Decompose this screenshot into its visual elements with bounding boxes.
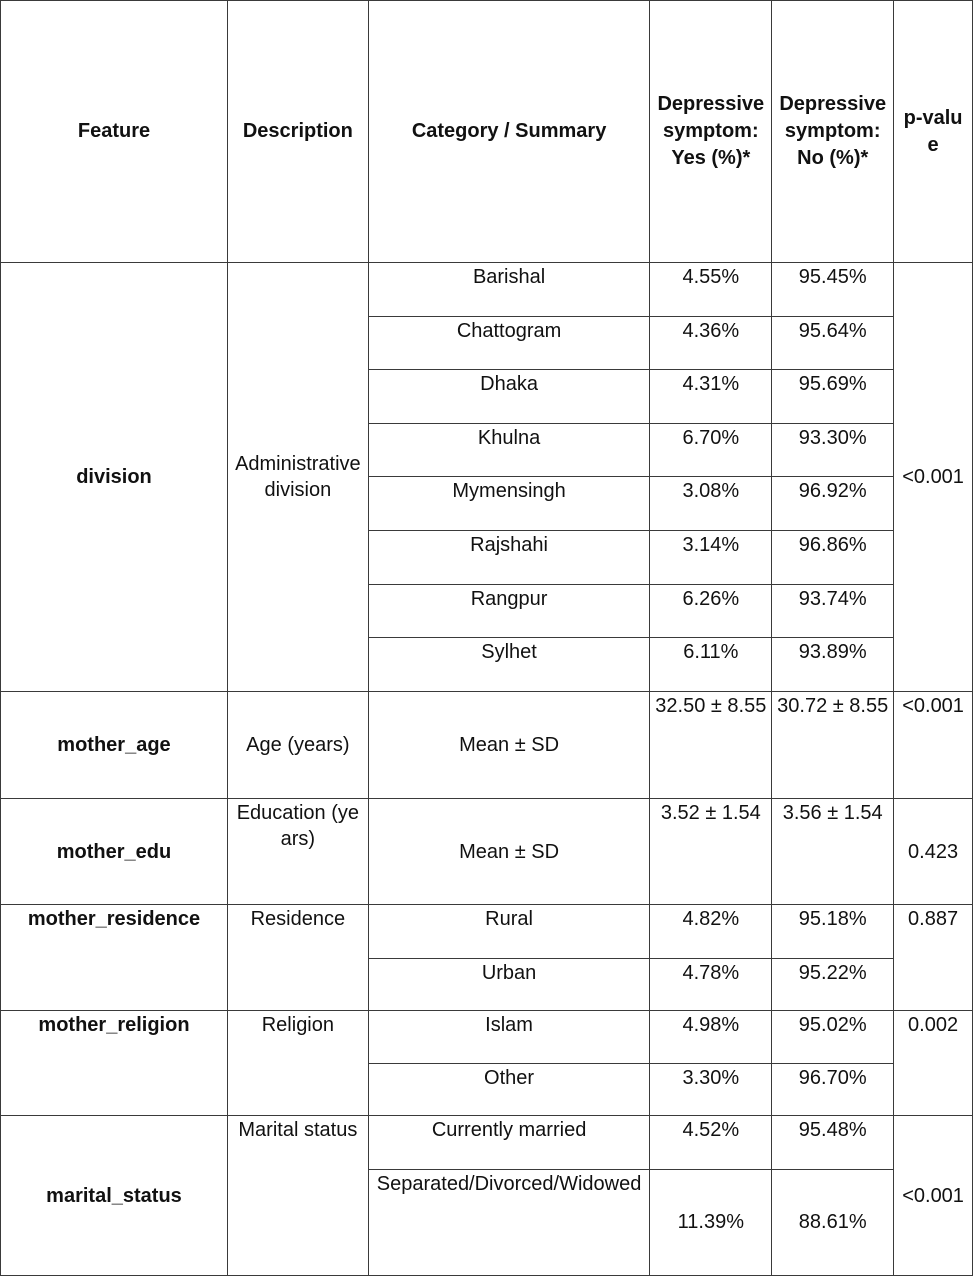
description-cell: Age (years) xyxy=(227,691,368,798)
yes-cell: 3.30% xyxy=(650,1064,772,1116)
feature-cell: mother_residence xyxy=(1,905,228,1011)
pvalue-cell: 0.423 xyxy=(894,798,973,905)
pvalue-cell: 0.887 xyxy=(894,905,973,1011)
category-cell: Other xyxy=(368,1064,650,1116)
yes-cell: 4.82% xyxy=(650,905,772,959)
no-cell: 95.22% xyxy=(772,958,894,1010)
description-cell: Religion xyxy=(227,1010,368,1116)
category-cell: Rural xyxy=(368,905,650,959)
yes-cell: 4.31% xyxy=(650,370,772,424)
yes-cell: 11.39% xyxy=(650,1169,772,1275)
pvalue-cell: <0.001 xyxy=(894,691,973,798)
category-cell: Barishal xyxy=(368,263,650,317)
no-cell: 95.48% xyxy=(772,1116,894,1170)
table-row xyxy=(1,1010,973,1064)
table-row xyxy=(1,263,973,317)
no-cell: 88.61% xyxy=(772,1169,894,1275)
yes-cell: 4.78% xyxy=(650,958,772,1010)
no-cell: 95.69% xyxy=(772,370,894,424)
category-cell: Rangpur xyxy=(368,584,650,638)
no-cell: 3.56 ± 1.54 xyxy=(772,798,894,905)
no-cell: 93.74% xyxy=(772,584,894,638)
table-row xyxy=(1,1116,973,1170)
pvalue-cell: 0.002 xyxy=(894,1010,973,1116)
header-pvalue: p-value xyxy=(894,1,973,263)
header-yes: Depressive symptom: Yes (%)* xyxy=(650,1,772,263)
yes-cell: 4.36% xyxy=(650,316,772,370)
category-cell: Mean ± SD xyxy=(368,798,650,905)
description-cell: Administrative division xyxy=(227,263,368,692)
category-cell: Khulna xyxy=(368,423,650,477)
yes-cell: 6.26% xyxy=(650,584,772,638)
yes-cell: 6.70% xyxy=(650,423,772,477)
feature-cell: marital_status xyxy=(1,1116,228,1276)
feature-cell: division xyxy=(1,263,228,692)
category-cell: Islam xyxy=(368,1010,650,1064)
no-cell: 96.92% xyxy=(772,477,894,531)
no-cell: 96.86% xyxy=(772,530,894,584)
yes-cell: 4.52% xyxy=(650,1116,772,1170)
yes-cell: 3.14% xyxy=(650,530,772,584)
description-cell: Residence xyxy=(227,905,368,1011)
feature-cell: mother_age xyxy=(1,691,228,798)
category-cell: Mean ± SD xyxy=(368,691,650,798)
yes-cell: 3.52 ± 1.54 xyxy=(650,798,772,905)
feature-cell: mother_religion xyxy=(1,1010,228,1116)
yes-cell: 32.50 ± 8.55 xyxy=(650,691,772,798)
category-cell: Rajshahi xyxy=(368,530,650,584)
no-cell: 95.45% xyxy=(772,263,894,317)
category-cell: Chattogram xyxy=(368,316,650,370)
pvalue-cell: <0.001 xyxy=(894,1116,973,1276)
category-cell: Separated/Divorced/Widowed xyxy=(368,1169,650,1275)
table-row xyxy=(1,691,973,798)
no-cell: 93.89% xyxy=(772,638,894,692)
no-cell: 96.70% xyxy=(772,1064,894,1116)
header-feature: Feature xyxy=(1,1,228,263)
table-row xyxy=(1,905,973,959)
header-description: Description xyxy=(227,1,368,263)
description-cell: Marital status xyxy=(227,1116,368,1276)
feature-cell: mother_edu xyxy=(1,798,228,905)
no-cell: 95.02% xyxy=(772,1010,894,1064)
category-cell: Mymensingh xyxy=(368,477,650,531)
yes-cell: 3.08% xyxy=(650,477,772,531)
category-cell: Sylhet xyxy=(368,638,650,692)
yes-cell: 6.11% xyxy=(650,638,772,692)
table-row xyxy=(1,798,973,905)
category-cell: Urban xyxy=(368,958,650,1010)
yes-cell: 4.98% xyxy=(650,1010,772,1064)
category-cell: Dhaka xyxy=(368,370,650,424)
header-category: Category / Summary xyxy=(368,1,650,263)
header-row xyxy=(1,1,973,263)
no-cell: 95.18% xyxy=(772,905,894,959)
no-cell: 95.64% xyxy=(772,316,894,370)
no-cell: 30.72 ± 8.55 xyxy=(772,691,894,798)
no-cell: 93.30% xyxy=(772,423,894,477)
pvalue-cell: <0.001 xyxy=(894,263,973,692)
yes-cell: 4.55% xyxy=(650,263,772,317)
header-no: Depressive symptom: No (%)* xyxy=(772,1,894,263)
description-cell: Education (years) xyxy=(227,798,368,905)
category-cell: Currently married xyxy=(368,1116,650,1170)
